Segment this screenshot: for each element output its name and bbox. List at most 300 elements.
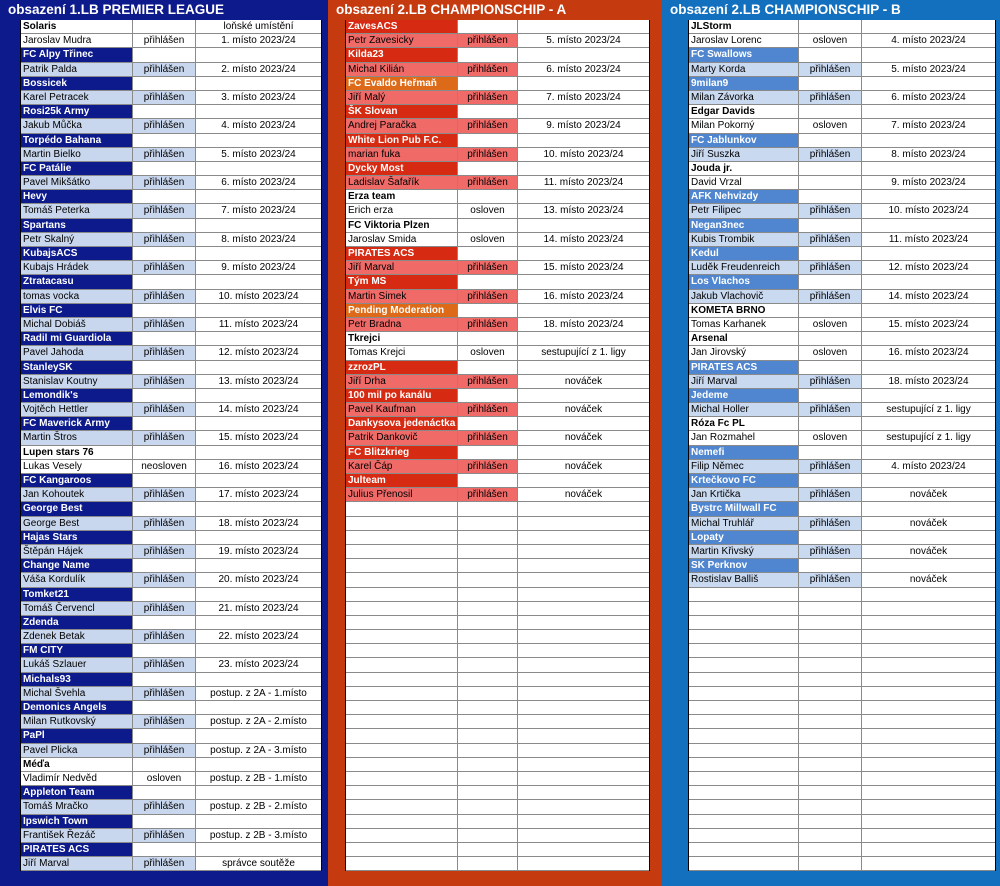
registration-status: přihlášen [133, 857, 196, 870]
registration-status: osloven [133, 772, 196, 785]
previous-placement: nováček [564, 489, 603, 501]
previous-placement: 5. místo 2023/24 [221, 148, 296, 160]
team-row [21, 644, 321, 658]
player-row [21, 318, 321, 332]
cell [862, 361, 995, 374]
registration-status: přihlášen [799, 488, 862, 501]
cell [518, 332, 649, 345]
cell [196, 417, 321, 430]
team-name: White Lion Pub F.C. [346, 134, 458, 147]
cell [689, 673, 799, 686]
cell [862, 744, 995, 757]
cell [346, 531, 458, 544]
team-row [21, 20, 321, 34]
player-name: Lukas Vesely [21, 460, 133, 473]
cell [196, 247, 321, 260]
player-name: Pavel Jahoda [21, 346, 133, 359]
player-row [21, 176, 321, 190]
cell [458, 630, 518, 643]
cell [133, 531, 196, 544]
previous-placement: 2. místo 2023/24 [221, 63, 296, 75]
previous-placement: 14. místo 2023/24 [543, 233, 624, 245]
team-name: Kilda23 [346, 48, 458, 61]
empty-row [346, 729, 649, 743]
previous-placement: nováček [909, 545, 948, 557]
team-name: Appleton Team [21, 786, 133, 799]
player-row [689, 403, 995, 417]
cell [133, 502, 196, 515]
cell [458, 247, 518, 260]
player-row [689, 119, 995, 133]
player-name: Jiří Suszka [689, 148, 799, 161]
registration-status: přihlášen [133, 829, 196, 842]
team-row [346, 417, 649, 431]
previous-placement: nováček [564, 460, 603, 472]
cell [518, 446, 649, 459]
empty-row [689, 800, 995, 814]
team-name: SK Perknov [689, 559, 799, 572]
previous-placement: 4. místo 2023/24 [891, 460, 966, 472]
registration-status: přihlášen [133, 800, 196, 813]
registration-status: přihlášen [799, 233, 862, 246]
team-row [689, 417, 995, 431]
registration-status: přihlášen [133, 176, 196, 189]
cell [196, 48, 321, 61]
team-name: Rosi25k Army [21, 105, 133, 118]
player-row [689, 176, 995, 190]
registration-status: neosloven [133, 460, 196, 473]
player-name: Milan Závorka [689, 91, 799, 104]
cell [689, 602, 799, 615]
cell [133, 275, 196, 288]
player-name: George Best [21, 517, 133, 530]
team-row [21, 105, 321, 119]
registration-status: přihlášen [133, 517, 196, 530]
cell [346, 758, 458, 771]
team-row [21, 502, 321, 516]
team-row [689, 361, 995, 375]
cell [799, 559, 862, 572]
team-row [21, 729, 321, 743]
previous-placement: nováček [909, 517, 948, 529]
player-row [21, 658, 321, 672]
empty-row [689, 616, 995, 630]
player-row [346, 460, 649, 474]
previous-placement: 16. místo 2023/24 [888, 347, 969, 359]
cell [196, 559, 321, 572]
cell [458, 602, 518, 615]
cell [689, 772, 799, 785]
player-row [346, 233, 649, 247]
team-row [689, 531, 995, 545]
cell [133, 105, 196, 118]
cell [133, 474, 196, 487]
player-name: Štěpán Hájek [21, 545, 133, 558]
team-name: Julteam [346, 474, 458, 487]
cell [196, 332, 321, 345]
empty-row [346, 559, 649, 573]
previous-placement: 8. místo 2023/24 [221, 233, 296, 245]
player-row [346, 488, 649, 502]
team-row [21, 531, 321, 545]
cell [689, 829, 799, 842]
cell [346, 744, 458, 757]
cell [458, 502, 518, 515]
previous-placement: 15. místo 2023/24 [218, 432, 299, 444]
team-row [689, 502, 995, 516]
cell [518, 105, 649, 118]
player-name: Jan Jirovský [689, 346, 799, 359]
team-name: Dycky Most [346, 162, 458, 175]
cell [862, 162, 995, 175]
team-name: PIRATES ACS [689, 361, 799, 374]
panel-title: obsazení 2.LB CHAMPIONSCHIP - A [336, 2, 567, 17]
cell [689, 616, 799, 629]
player-row [346, 318, 649, 332]
team-name: FC Maverick Army [21, 417, 133, 430]
team-row [21, 190, 321, 204]
cell [799, 20, 862, 33]
team-name: Michals93 [21, 673, 133, 686]
previous-placement: 6. místo 2023/24 [221, 177, 296, 189]
team-name: 100 mil po kanálu [346, 389, 458, 402]
cell [346, 545, 458, 558]
cell [799, 474, 862, 487]
player-row [346, 346, 649, 360]
empty-row [689, 744, 995, 758]
cell [518, 815, 649, 828]
cell [346, 715, 458, 728]
cell [518, 162, 649, 175]
cell [518, 361, 649, 374]
cell [133, 417, 196, 430]
empty-row [346, 658, 649, 672]
registration-status: přihlášen [458, 34, 518, 47]
cell [196, 77, 321, 90]
team-name: Tkrejci [346, 332, 458, 345]
team-row [346, 474, 649, 488]
cell [458, 545, 518, 558]
cell [799, 843, 862, 856]
team-name: Jouda jr. [689, 162, 799, 175]
cell [799, 389, 862, 402]
cell [458, 616, 518, 629]
team-row [21, 304, 321, 318]
cell [518, 20, 649, 33]
cell [518, 729, 649, 742]
previous-placement: 12. místo 2023/24 [218, 347, 299, 359]
empty-row [346, 687, 649, 701]
registration-status: přihlášen [458, 403, 518, 416]
team-name: PaPl [21, 729, 133, 742]
registration-status: přihlášen [799, 63, 862, 76]
player-name: Martin Simek [346, 290, 458, 303]
cell [458, 744, 518, 757]
previous-placement: 9. místo 2023/24 [546, 120, 621, 132]
player-row [689, 346, 995, 360]
panel-title: obsazení 2.LB CHAMPIONSCHIP - B [670, 2, 901, 17]
team-name: StanleySK [21, 361, 133, 374]
team-name: Krtečkovo FC [689, 474, 799, 487]
cell [518, 502, 649, 515]
cell [518, 630, 649, 643]
empty-row [689, 758, 995, 772]
player-row [689, 233, 995, 247]
registration-status: přihlášen [133, 63, 196, 76]
registration-status: přihlášen [799, 375, 862, 388]
empty-row [689, 857, 995, 871]
player-name: Michal Holler [689, 403, 799, 416]
previous-placement: nováček [564, 432, 603, 444]
cell [458, 219, 518, 232]
cell [133, 162, 196, 175]
cell [689, 687, 799, 700]
cell [196, 758, 321, 771]
cell [862, 715, 995, 728]
player-row [346, 148, 649, 162]
cell [518, 786, 649, 799]
team-row [21, 786, 321, 800]
cell [799, 800, 862, 813]
team-row [21, 162, 321, 176]
registration-status: přihlášen [799, 545, 862, 558]
registration-status: přihlášen [799, 204, 862, 217]
cell [133, 304, 196, 317]
cell [518, 275, 649, 288]
registration-status: přihlášen [133, 744, 196, 757]
team-row [689, 304, 995, 318]
team-name: KOMETA BRNO [689, 304, 799, 317]
player-name: Ladislav Šafařík [346, 176, 458, 189]
cell [689, 729, 799, 742]
cell [196, 446, 321, 459]
cell [689, 815, 799, 828]
cell [518, 857, 649, 870]
cell [458, 829, 518, 842]
cell [518, 673, 649, 686]
empty-row [346, 630, 649, 644]
cell [799, 644, 862, 657]
cell [799, 304, 862, 317]
registration-status: přihlášen [133, 204, 196, 217]
cell [689, 588, 799, 601]
cell [799, 786, 862, 799]
previous-placement: 11. místo 2023/24 [218, 318, 299, 330]
empty-row [346, 545, 649, 559]
cell [862, 829, 995, 842]
team-row [689, 77, 995, 91]
empty-row [346, 829, 649, 843]
team-row [21, 559, 321, 573]
registration-status: přihlášen [458, 290, 518, 303]
previous-placement: sestupující z 1. ligy [886, 432, 971, 444]
previous-placement: 3. místo 2023/24 [221, 91, 296, 103]
cell [518, 134, 649, 147]
cell [799, 815, 862, 828]
cell [458, 687, 518, 700]
cell [346, 800, 458, 813]
cell [689, 701, 799, 714]
cell [458, 786, 518, 799]
cell [458, 815, 518, 828]
cell [458, 673, 518, 686]
cell [862, 602, 995, 615]
cell [458, 573, 518, 586]
cell [799, 687, 862, 700]
player-row [689, 290, 995, 304]
team-row [21, 474, 321, 488]
cell [862, 729, 995, 742]
cell [133, 616, 196, 629]
team-name: Torpédo Bahana [21, 134, 133, 147]
registration-status: přihlášen [799, 460, 862, 473]
cell [799, 829, 862, 842]
team-row [21, 616, 321, 630]
team-name: Dankysova jedenáctka [346, 417, 458, 430]
empty-row [689, 715, 995, 729]
team-name: Edgar Davids [689, 105, 799, 118]
player-row [689, 460, 995, 474]
cell [799, 275, 862, 288]
registration-status: přihlášen [458, 318, 518, 331]
cell [458, 800, 518, 813]
cell [133, 729, 196, 742]
registration-status: přihlášen [799, 573, 862, 586]
player-name: Milan Rutkovský [21, 715, 133, 728]
team-row [346, 361, 649, 375]
player-name: Michal Švehla [21, 687, 133, 700]
cell [862, 630, 995, 643]
team-name: FC Evaldo Heřmaň [346, 77, 458, 90]
cell [346, 502, 458, 515]
team-row [346, 332, 649, 346]
cell [346, 701, 458, 714]
player-name: tomas vocka [21, 290, 133, 303]
cell [458, 77, 518, 90]
player-row [21, 715, 321, 729]
cell [458, 20, 518, 33]
player-row [346, 91, 649, 105]
registration-status: přihlášen [133, 34, 196, 47]
player-name: David Vrzal [689, 176, 799, 189]
cell [518, 304, 649, 317]
cell [799, 857, 862, 870]
registration-status: přihlášen [133, 290, 196, 303]
cell [346, 857, 458, 870]
empty-row [689, 701, 995, 715]
cell [133, 843, 196, 856]
registration-status: přihlášen [133, 687, 196, 700]
registration-status: přihlášen [458, 176, 518, 189]
team-name: JLStorm [689, 20, 799, 33]
cell [799, 332, 862, 345]
team-row [21, 48, 321, 62]
registration-status: přihlášen [133, 658, 196, 671]
registration-status: přihlášen [133, 715, 196, 728]
cell [133, 588, 196, 601]
cell [458, 474, 518, 487]
panel-championship-a [328, 0, 662, 886]
cell [518, 588, 649, 601]
cell [518, 573, 649, 586]
previous-placement: 16. místo 2023/24 [218, 460, 299, 472]
cell [346, 602, 458, 615]
team-name: Lemondik's [21, 389, 133, 402]
cell [133, 644, 196, 657]
cell [518, 474, 649, 487]
cell [196, 219, 321, 232]
team-name: Lupen stars 76 [21, 446, 133, 459]
previous-placement: 1. místo 2023/24 [221, 35, 296, 47]
cell [689, 857, 799, 870]
empty-row [689, 786, 995, 800]
cell [133, 758, 196, 771]
registration-status: osloven [799, 431, 862, 444]
player-name: Jaroslav Mudra [21, 34, 133, 47]
player-row [346, 176, 649, 190]
empty-row [346, 800, 649, 814]
player-row [346, 290, 649, 304]
team-row [21, 417, 321, 431]
previous-placement: 11. místo 2023/24 [888, 233, 969, 245]
team-row [689, 190, 995, 204]
cell [458, 588, 518, 601]
previous-placement: nováček [909, 574, 948, 586]
player-row [21, 119, 321, 133]
team-row [346, 162, 649, 176]
registration-status: přihlášen [799, 403, 862, 416]
team-row [21, 77, 321, 91]
previous-placement: 8. místo 2023/24 [891, 148, 966, 160]
cell [196, 134, 321, 147]
cell [458, 190, 518, 203]
cell [518, 219, 649, 232]
registration-status: přihlášen [458, 431, 518, 444]
panel-championship-b [662, 0, 1000, 886]
cell [799, 77, 862, 90]
cell [518, 602, 649, 615]
registration-status: přihlášen [458, 460, 518, 473]
player-name: Andrej Paračka [346, 119, 458, 132]
cell [862, 77, 995, 90]
empty-row [689, 588, 995, 602]
team-row [21, 843, 321, 857]
team-name: Elvis FC [21, 304, 133, 317]
player-name: Luděk Freudenreich [689, 261, 799, 274]
cell [862, 474, 995, 487]
player-row [689, 63, 995, 77]
empty-row [346, 843, 649, 857]
league-table [688, 20, 996, 871]
team-name: Radil mi Guardiola [21, 332, 133, 345]
cell [862, 701, 995, 714]
player-name: marian fuka [346, 148, 458, 161]
column-header-previous-placement: loňské umístění [223, 21, 294, 32]
team-row [689, 48, 995, 62]
team-name: AFK Nehvizdy [689, 190, 799, 203]
cell [689, 644, 799, 657]
cell [518, 658, 649, 671]
player-row [21, 630, 321, 644]
empty-row [689, 815, 995, 829]
player-name: František Řezáč [21, 829, 133, 842]
player-row [689, 431, 995, 445]
cell [133, 673, 196, 686]
team-row [689, 162, 995, 176]
empty-row [346, 602, 649, 616]
team-row [689, 446, 995, 460]
previous-placement: nováček [909, 489, 948, 501]
